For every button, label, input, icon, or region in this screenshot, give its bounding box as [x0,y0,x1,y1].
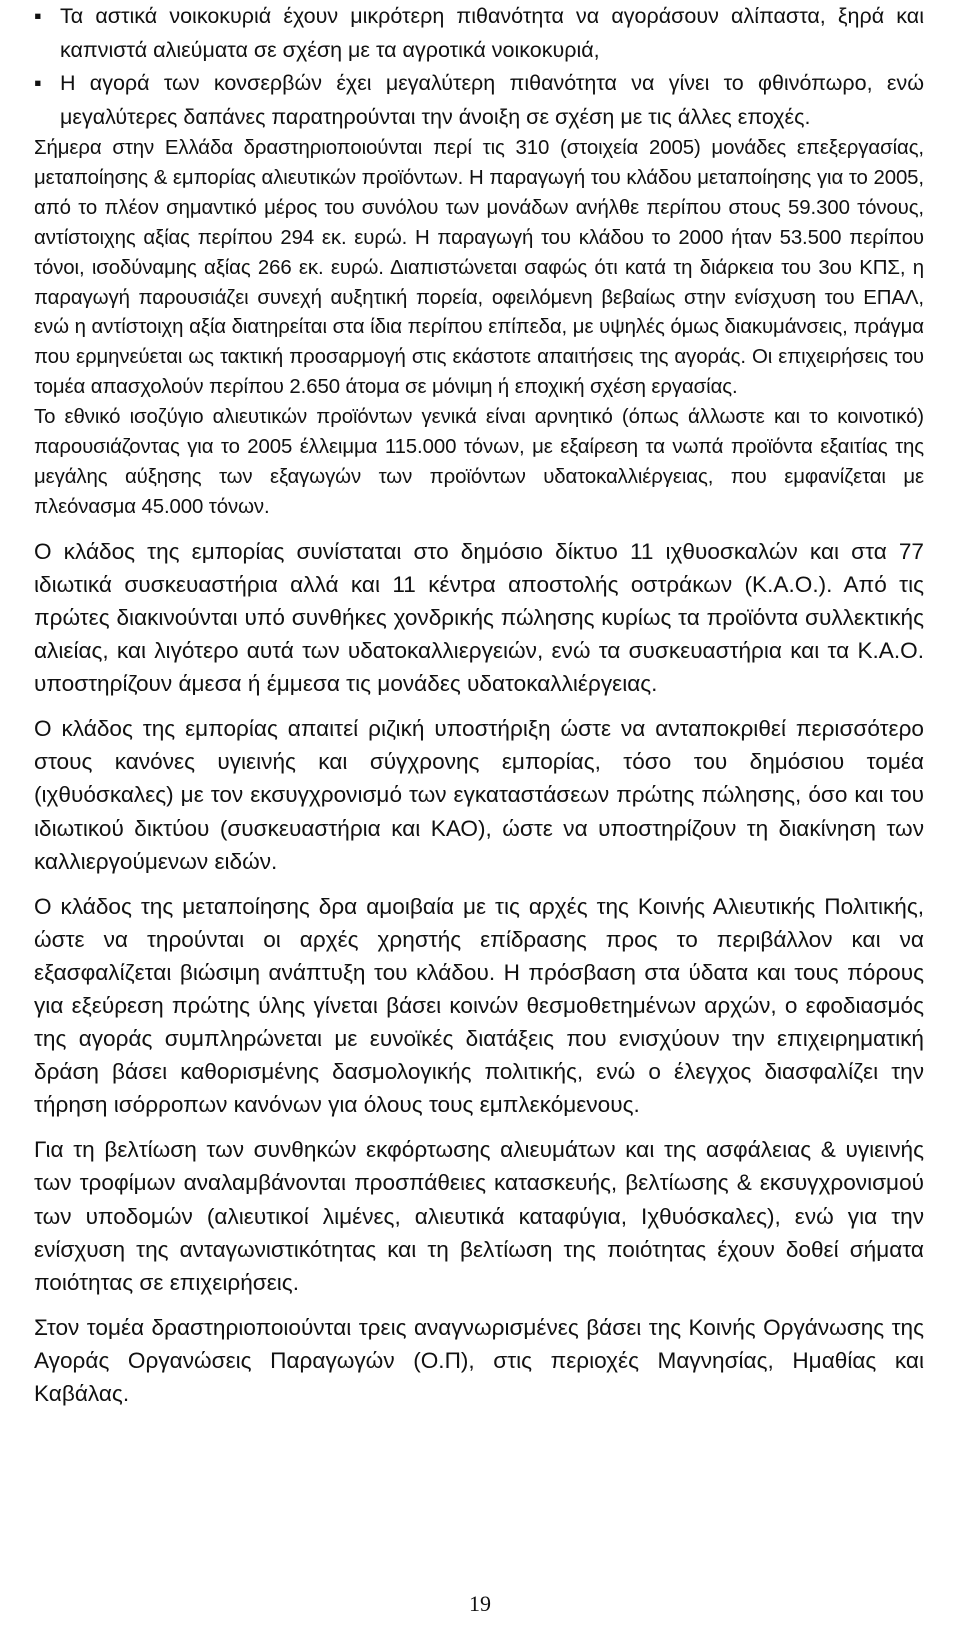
page-number: 19 [469,1591,491,1616]
square-bullet-icon: ▪ [34,4,42,28]
paragraph-trade-balance: Το εθνικό ισοζύγιο αλιευτικών προϊόντων γενικά είναι αρνητικό (όπως άλλωστε και το κοινοτικό) παρουσιάζοντας για το 2005 έλλειμμα 115.000 τόνων, με εξαίρεση τα νωπά προϊόντα εξαιτίας της μεγάλης αύξησης των εξαγωγών των προϊόντων υδατοκαλλιέργειας, που εμφανίζεται με πλεόνασμα 45.000 τόνων. [34,406,924,518]
paragraph-processing-units: Σήμερα στην Ελλάδα δραστηριοποιούνται περί τις 310 (στοιχεία 2005) μονάδες επεξεργασίας, μεταποίησης & εμπορίας αλιευτικών προϊόντων. Η παραγωγή του κλάδου μεταποίησης για το 2005, από το πλέον σημαντικό μέρος του συνόλου των μονάδων ανήλθε περίπου στους 59.300 τόνους, αντίστοιχης αξίας περίπου 294 εκ. ευρώ. Η παραγωγή του κλάδου το 2000 ήταν 53.500 περίπου τόνοι, ισοδύναμης αξίας 266 εκ. ευρώ. Διαπιστώνεται σαφώς ότι κατά τη διάρκεια του 3ου ΚΠΣ, η παραγωγή παρουσιάζει συνεχή αυξητική πορεία, οφειλόμενη βεβαίως στην ενίσχυση του ΕΠΑΛ, ενώ η αντίστοιχη αξία διατηρείται στα ίδια περίπου επίπεδα, με υψηλές όμως διακυμάνσεις, πράγμα που ερμηνεύεται ως τακτική προσαρμογή στις εκάστοτε απαιτήσεις της αγοράς. Οι επιχειρήσεις του τομέα απασχολούν περίπου 2.650 άτομα σε μόνιμη ή εποχική σχέση εργασίας. [34,137,924,399]
paragraph-infrastructure: Για τη βελτίωση των συνθηκών εκφόρτωσης αλιευμάτων και της ασφάλειας & υγιεινής των τροφίμων αναλαμβάνονται προσπάθειες κατασκευής, βελτίωσης & εκσυγχρονισμού των υποδομών (αλιευτικοί λιμένες, αλιευτικά καταφύγια, Ιχθυόσκαλες), ενώ για την ενίσχυση της ανταγωνιστικότητας και τη βελτίωση της ποιότητας έχουν δοθεί σήματα ποιότητας σε επιχειρήσεις. [34,1137,924,1295]
bullet-list [34,0,924,134]
bullet-item [34,67,924,134]
paragraph-processing-policy: Ο κλάδος της μεταποίησης δρα αμοιβαία με τις αρχές της Κοινής Αλιευτικής Πολιτικής, ώστε να τηρούνται οι αρχές χρηστής επίδρασης προς το περιβάλλον και να εξασφαλίζεται βιώσιμη ανάπτυξη του κλάδου. Η πρόσβαση στα ύδατα και τους πόρους για εξεύρεση πρώτης ύλης γίνεται βάσει κοινών θεσμοθετημένων αρχών, ο εφοδιασμός της αγοράς συμπληρώνεται με ευνοϊκές διατάξεις που ενισχύουν την επιχειρηματική δράση βάσει καθορισμένης δασμολογικής πολιτικής, ενώ ο έλεγχος διασφαλίζει την τήρηση ισόρροπων κανόνων για όλους τους εμπλεκόμενους. [34,893,924,1118]
bullet-item [34,0,924,67]
paragraph-producer-organisations: Στον τομέα δραστηριοποιούνται τρεις αναγνωρισμένες βάσει της Κοινής Οργάνωσης της Αγοράς Οργανώσεις Παραγωγών (Ο.Π), στις περιοχές Μαγνησίας, Ημαθίας και Καβάλας. [34,1314,924,1407]
paragraph-trade-sector: Ο κλάδος της εμπορίας συνίσταται στο δημόσιο δίκτυο 11 ιχθυοσκαλών και στα 77 ιδιωτικά συσκευαστήρια αλλά και 11 κέντρα αποστολής οστράκων (Κ.Α.Ο.). Από τις πρώτες διακινούνται υπό συνθήκες χονδρικής πώλησης κυρίως τα προϊόντα συλλεκτικής αλιείας, και λιγότερο αυτά των υδατοκαλλιεργειών, ενώ τα συσκευαστήρια και τα Κ.Α.Ο. υποστηρίζουν άμεσα ή έμμεσα τις μονάδες υδατοκαλλιέργειας. [34,538,924,697]
bullet-text: Τα αστικά νοικοκυριά έχουν μικρότερη πιθανότητα να αγοράσουν αλίπαστα, ξηρά και καπνιστά αλιεύματα σε σχέση με τα αγροτικά νοικοκυριά, [60,4,924,62]
paragraph-trade-support: Ο κλάδος της εμπορίας απαιτεί ριζική υποστήριξη ώστε να ανταποκριθεί περισσότερο στους κανόνες υγιεινής και σύγχρονης εμπορίας, τόσο του δημόσιου τομέα (ιχθυόσκαλες) με τον εκσυγχρονισμό των εγκαταστάσεων πρώτης πώλησης, όσο και του ιδιωτικού δικτύου (συσκευαστήρια και ΚΑΟ), ώστε να υποστηρίζουν τη διακίνηση των καλλιεργούμενων ειδών. [34,716,924,874]
bullet-text: Η αγορά των κονσερβών έχει μεγαλύτερη πιθανότητα να γίνει το φθινόπωρο, ενώ μεγαλύτερες δαπάνες παρατηρούνται την άνοιξη σε σχέση με τις άλλες εποχές. [60,71,924,129]
square-bullet-icon: ▪ [34,71,42,95]
document-page [34,0,924,1410]
